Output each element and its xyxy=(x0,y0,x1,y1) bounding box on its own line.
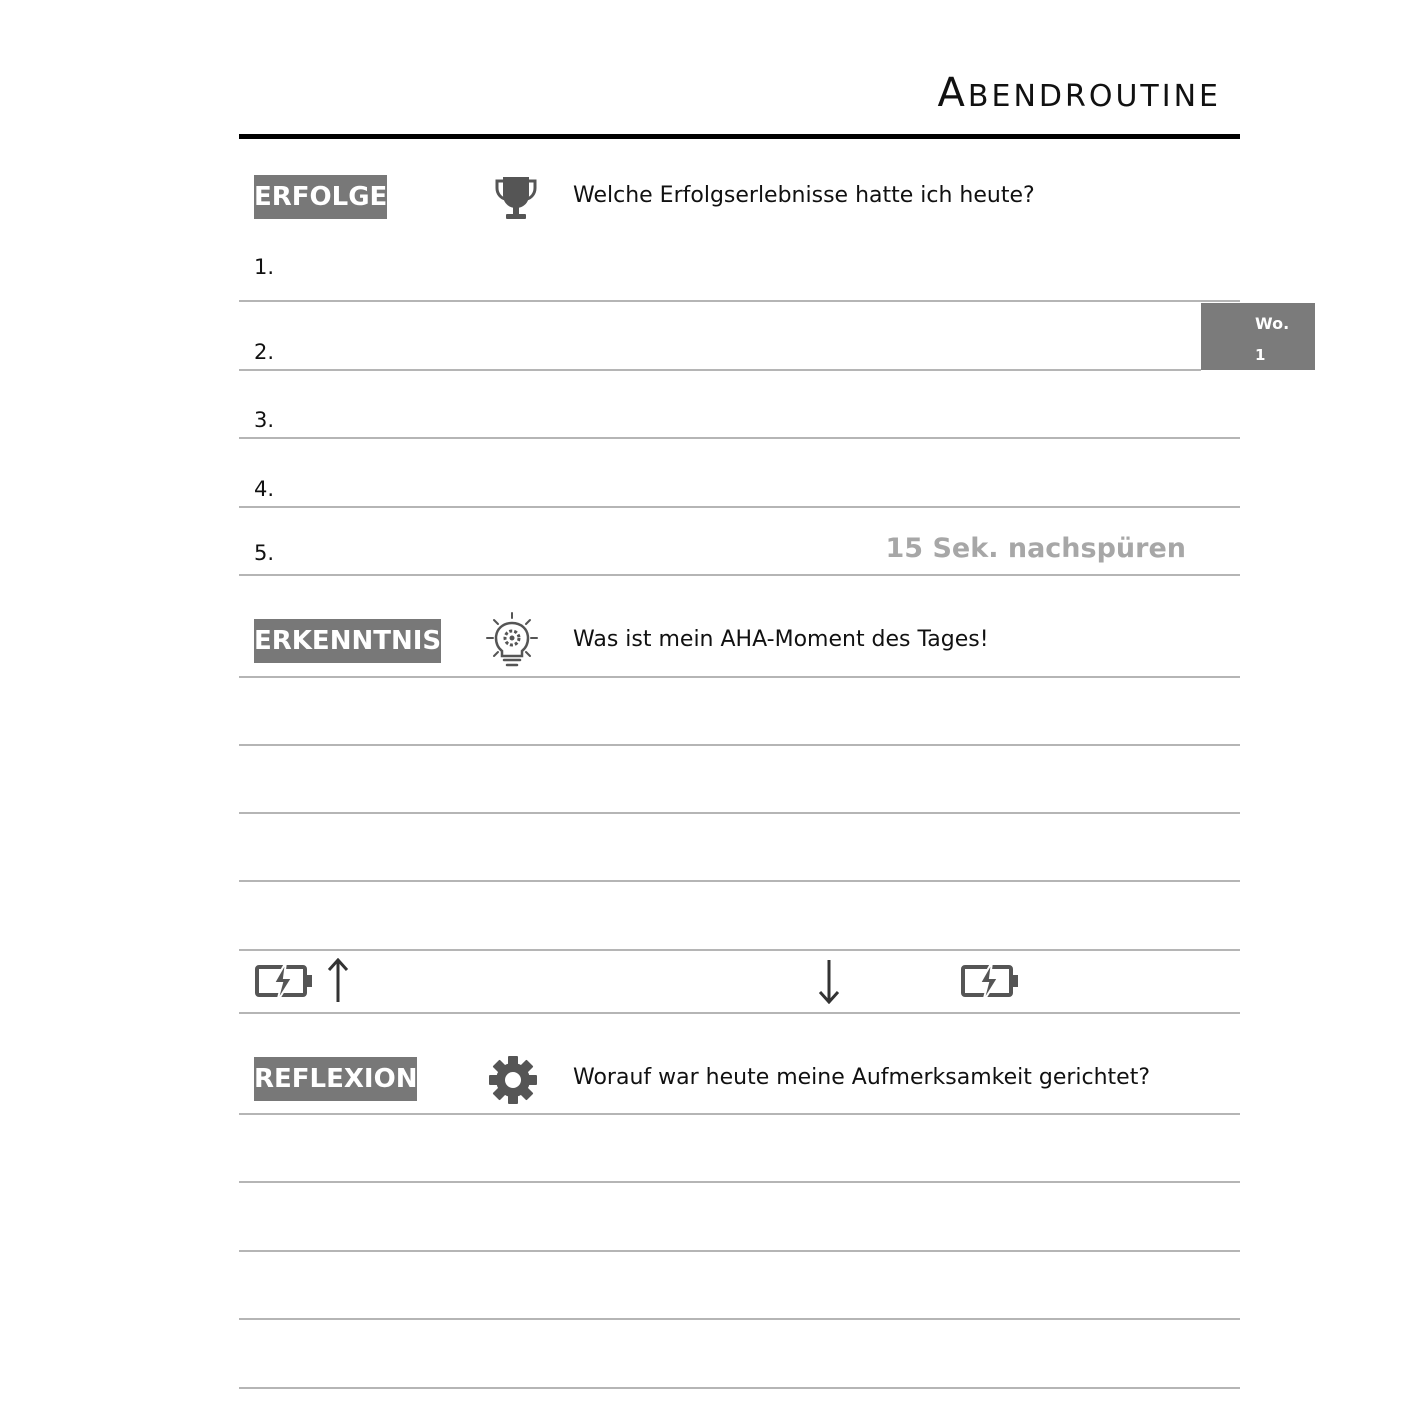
battery-charging-icon xyxy=(255,962,315,1002)
arrow-up-icon xyxy=(326,958,350,1004)
week-tab-number: 1 xyxy=(1255,346,1266,364)
week-tab[interactable] xyxy=(1201,303,1315,370)
erfolge-prompt: Welche Erfolgserlebnisse hatte ich heute? xyxy=(573,183,1035,208)
writing-line xyxy=(239,1250,1240,1252)
trophy-icon xyxy=(494,175,538,221)
writing-line xyxy=(239,369,1201,371)
reflexion-prompt: Worauf war heute meine Aufmerksamkeit gerichtet? xyxy=(573,1065,1151,1090)
erkenntnis-prompt: Was ist mein AHA-Moment des Tages! xyxy=(573,627,989,652)
writing-line xyxy=(239,1012,1240,1014)
writing-line xyxy=(239,744,1240,746)
writing-line xyxy=(239,880,1240,882)
erfolge-item-2: 2. xyxy=(254,340,275,364)
writing-line xyxy=(239,1318,1240,1320)
erfolge-item-4: 4. xyxy=(254,477,275,501)
erfolge-item-3: 3. xyxy=(254,408,275,432)
battery-charging-icon xyxy=(961,962,1021,1002)
writing-line xyxy=(239,1181,1240,1183)
writing-line xyxy=(239,949,1240,951)
arrow-down-icon xyxy=(817,958,841,1004)
gear-icon xyxy=(487,1054,539,1106)
writing-line xyxy=(239,1387,1240,1389)
title-underline xyxy=(239,134,1240,139)
writing-line xyxy=(239,812,1240,814)
erfolge-item-1: 1. xyxy=(254,255,275,279)
writing-line xyxy=(239,1113,1240,1115)
week-tab-label: Wo. xyxy=(1255,314,1290,333)
writing-line xyxy=(239,676,1240,678)
page-title-rest: BENDROUTINE xyxy=(967,79,1221,114)
reflection-hint: 15 Sek. nachspüren xyxy=(885,533,1186,564)
erkenntnis-badge: ERKENNTNIS xyxy=(254,619,441,663)
page-title-initial: A xyxy=(937,70,968,116)
writing-line xyxy=(239,300,1240,302)
writing-line xyxy=(239,574,1240,576)
erfolge-item-5: 5. xyxy=(254,541,275,565)
reflexion-badge: REFLEXION xyxy=(254,1057,417,1101)
page-title xyxy=(938,70,1221,116)
writing-line xyxy=(239,506,1240,508)
erfolge-badge: ERFOLGE xyxy=(254,175,387,219)
lightbulb-gear-icon xyxy=(485,612,539,670)
writing-line xyxy=(239,437,1240,439)
